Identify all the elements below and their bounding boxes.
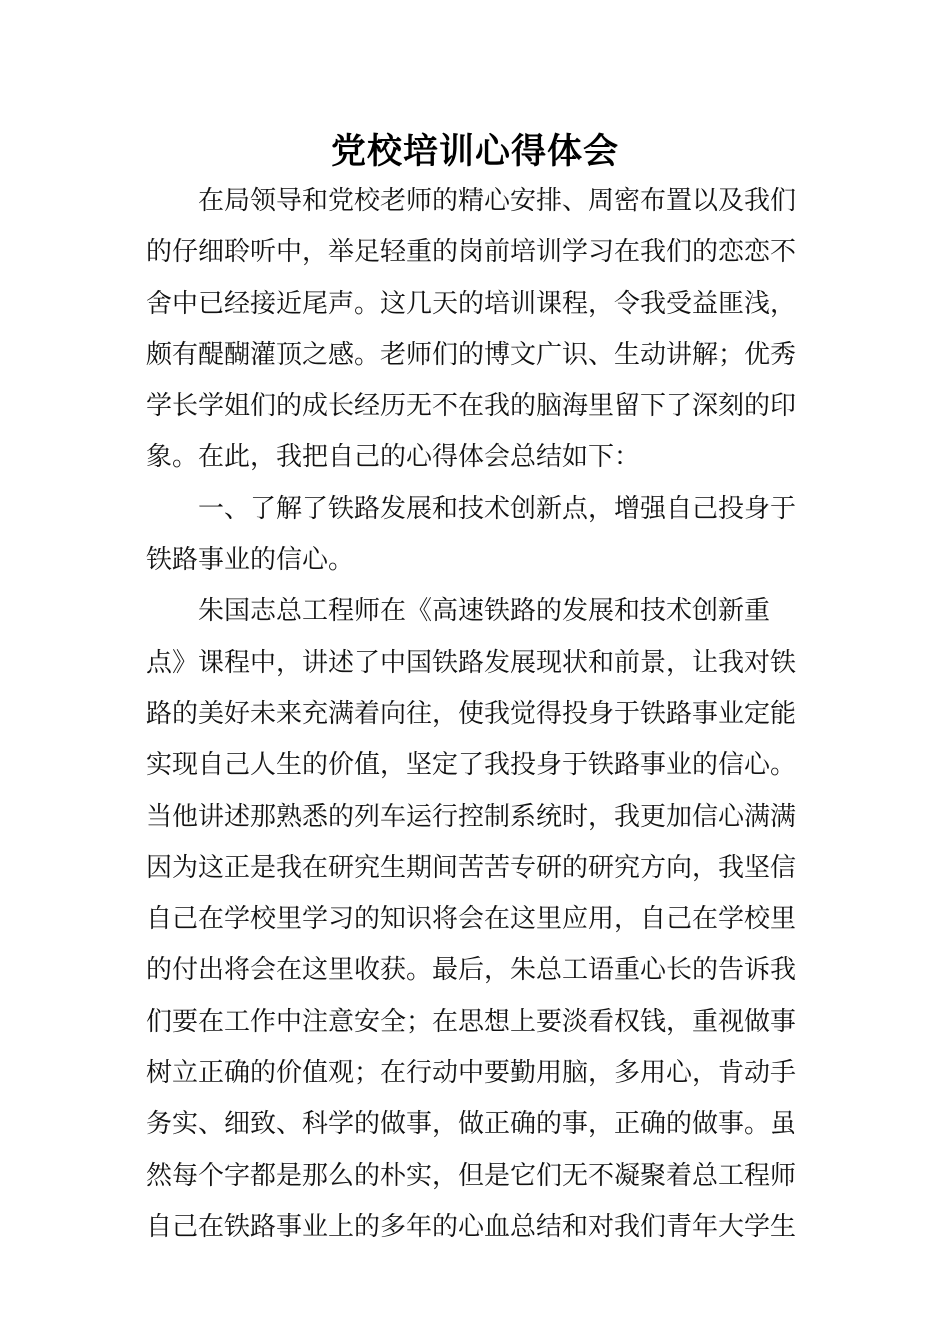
body-line: 铁路事业的信心。 <box>146 545 355 576</box>
body-line: 朱国志总工程师在《高速铁路的发展和技术创新重 <box>146 596 771 627</box>
body-line: 自己在学校里学习的知识将会在这里应用，自己在学校里 <box>146 904 797 935</box>
body-line: 点》课程中，讲述了中国铁路发展现状和前景，让我对铁 <box>146 647 797 678</box>
body-line: 的仔细聆听中，举足轻重的岗前培训学习在我们的恋恋不 <box>146 237 797 268</box>
body-line: 象。在此，我把自己的心得体会总结如下： <box>146 442 641 473</box>
document-title: 党校培训心得体会 <box>330 131 619 172</box>
body-line: 因为这正是我在研究生期间苦苦专研的研究方向，我坚信 <box>146 852 797 883</box>
body-line: 的付出将会在这里收获。最后，朱总工语重心长的告诉我 <box>146 955 797 986</box>
body-line: 在局领导和党校老师的精心安排、周密布置以及我们 <box>146 186 797 216</box>
body-line: 舍中已经接近尾声。这几天的培训课程，令我受益匪浅， <box>146 288 797 319</box>
body-line: 务实、细致、科学的做事，做正确的事，正确的做事。虽 <box>146 1109 797 1140</box>
body-line: 然每个字都是那么的朴实，但是它们无不凝聚着总工程师 <box>146 1160 797 1191</box>
body-line: 路的美好未来充满着向往，使我觉得投身于铁路事业定能 <box>146 698 797 729</box>
body-line: 学长学姐们的成长经历无不在我的脑海里留下了深刻的印 <box>146 391 797 422</box>
body-line: 颇有醍醐灌顶之感。老师们的博文广识、生动讲解；优秀 <box>146 339 797 370</box>
document-body <box>146 176 818 1253</box>
body-line: 实现自己人生的价值，坚定了我投身于铁路事业的信心。 <box>146 750 797 781</box>
body-line: 树立正确的价值观；在行动中要勤用脑，多用心，肯动手 <box>146 1058 797 1089</box>
body-line: 们要在工作中注意安全；在思想上要淡看权钱，重视做事 <box>146 1006 797 1037</box>
body-line: 一、了解了铁路发展和技术创新点，增强自己投身于 <box>146 493 797 524</box>
body-line: 当他讲述那熟悉的列车运行控制系统时，我更加信心满满 <box>146 801 797 832</box>
body-line: 自己在铁路事业上的多年的心血总结和对我们青年大学生 <box>146 1211 797 1242</box>
